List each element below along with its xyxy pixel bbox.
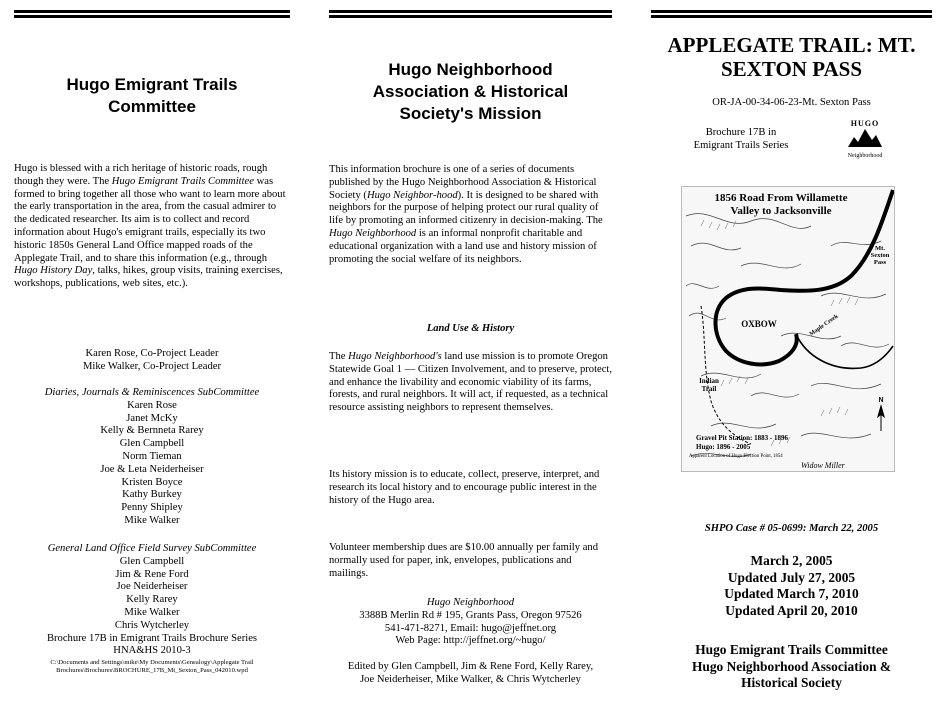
svg-text:N: N [878, 397, 884, 404]
map-title-line-1: 1856 Road From Willamette [714, 192, 848, 204]
mission-title: Hugo Neighborhood Association & Historical Society's Mission [372, 60, 569, 123]
logo-text-top: HUGO [850, 119, 880, 128]
subcommittee-title: General Land Office Field Survey SubCommittee [47, 543, 257, 554]
member: Glen Campbell [119, 438, 185, 450]
map-label-indian-trail: Indian Trail [699, 377, 719, 393]
column-mission [329, 0, 612, 720]
publisher-footer: Hugo Emigrant Trails Committee Hugo Neighborhood Association & Historical Society [691, 642, 892, 690]
edited-by: Edited by Glen Campbell, Jim & Rene Ford, Kelly Rarey, Joe Neiderheiser, Mike Walker, & Chris Wytcherley [347, 661, 594, 685]
member: Karen Rose [127, 399, 177, 411]
map-title-line-2: Valley to Jacksonville [730, 205, 832, 217]
member: Joe Neiderheiser [116, 581, 188, 593]
member: Janet McKy [126, 412, 178, 424]
committee-intro: Hugo is blessed with a rich heritage of historic roads, rough though they were. The Hugo Emigrant Trails Committee was formed to bring together all those who want to learn more about the early transportation in the area, from the casual admirer to the dedicated researcher. Its aim is to collect and record information about Hugo's emigrant trails, especially its two historic 1850s General Land Office mapped roads of the Applegate Trail, and to share this information (e.g., through Hugo History Day, talks, hikes, group visits, training exercises, workshops, publications, web sites, etc.). [14, 163, 286, 290]
shpo-case: SHPO Case # 05-0699: March 22, 2005 [704, 523, 879, 534]
land-office-subcommittee [14, 543, 290, 675]
project-leaders [14, 348, 290, 374]
contact-line: 3388B Merlin Rd # 195, Grants Pass, Oregon 97526 [359, 609, 582, 621]
cover-title: APPLEGATE TRAIL: MT. SEXTON PASS [667, 33, 916, 81]
top-rule [651, 15, 932, 18]
member: Kathy Burkey [122, 489, 182, 501]
date-line: March 2, 2005 [750, 553, 833, 568]
history-paragraph: Its history mission is to educate, collect, preserve, interpret, and research its local history and to encourage public interest in the history of the Hugo area. [329, 469, 600, 506]
map-label-creek: Maple Creek [808, 313, 840, 338]
subcommittee-title: Diaries, Journals & Reminiscences SubCommittee [44, 387, 260, 398]
date-line: Updated July 27, 2005 [727, 569, 856, 585]
date-line: Updated April 20, 2010 [725, 602, 858, 618]
member: Jim & Rene Ford [115, 568, 189, 580]
top-rule [14, 15, 290, 18]
committee-title: Hugo Emigrant Trails Committee [66, 75, 238, 116]
logo-mountains [848, 129, 882, 147]
logo-text-bottom: Neighborhood [847, 153, 883, 159]
map-label-widow-miller: Widow Miller [801, 461, 845, 470]
map-background [681, 186, 895, 472]
top-rule [14, 10, 290, 13]
map-label-oxbow: OXBOW [741, 319, 777, 329]
column-cover [651, 0, 932, 720]
member: Mike Walker [124, 514, 180, 526]
document-code: HNA&HS 2010-3 [113, 645, 191, 657]
land-use-heading: Land Use & History [426, 323, 515, 334]
contact-line[interactable]: 541-471-8271, Email: hugo@jeffnet.org [384, 622, 557, 634]
land-use-paragraph: The Hugo Neighborhood's land use mission is to promote Oregon Statewide Goal 1 — Citizen Involvement, and to preserve, protect, and enhance the livability and economic viability of its farms, forests, and rural neighbors. It will act, if requested, as a technical resource assisting neighbors to represent themselves. [329, 351, 613, 414]
member: Kelly & Bernneta Rarey [100, 425, 204, 437]
hugo-logo [842, 113, 888, 163]
contact-name: Hugo Neighborhood [426, 597, 515, 608]
leader: Karen Rose, Co-Project Leader [85, 348, 219, 359]
contact-line[interactable]: Web Page: http://jeffnet.org/~hugo/ [395, 635, 546, 647]
brochure-line: Brochure 17B in Emigrant Trails Brochure Series [46, 632, 258, 644]
membership-paragraph: Volunteer membership dues are $10.00 annually per family and normally used for paper, ink, envelopes, publications and mailings. [329, 542, 598, 579]
map-label-hugo: Hugo: 1896 - 2005 [696, 443, 751, 451]
historic-road-map [681, 186, 895, 472]
member: Penny Shipley [121, 502, 183, 514]
leader: Mike Walker, Co-Project Leader [83, 360, 221, 372]
date-line: Updated March 7, 2010 [724, 586, 859, 601]
top-rule [329, 15, 612, 18]
map-label-gravel-pit: Gravel Pit Station: 1883 - 1896 [696, 434, 788, 442]
map-label-mt-sexton: Mt. Sexton Pass [870, 245, 890, 266]
map-label-approx: Apparent Location of Hugo Election Point, 1854 [689, 454, 783, 459]
member: Chris Wytcherley [114, 619, 190, 631]
diaries-subcommittee [14, 387, 290, 528]
column-trails-committee [14, 0, 290, 720]
brochure-series: Brochure 17B in Emigrant Trails Series [693, 127, 789, 151]
mission-intro: This information brochure is one of a series of documents published by the Hugo Neighborhood Association & Historical Society (Hugo Neighbor-hood). It is designed to be shared with neighbors for the purpose of helping protect our rural quality of life by promoting an informed citizenry in decision-making. The Hugo Neighborhood is an informal nonprofit charitable and educational organization with a land use and history mission of promoting the social welfare of its neighbors. [329, 164, 603, 265]
member: Kelly Rarey [126, 594, 178, 606]
contact-block [329, 597, 612, 648]
top-rule [329, 10, 612, 13]
top-rule [651, 10, 932, 13]
site-code: OR-JA-00-34-06-23-Mt. Sexton Pass [712, 97, 871, 108]
member: Glen Campbell [119, 555, 185, 567]
member: Mike Walker [124, 606, 180, 618]
member: Kristen Boyce [121, 476, 183, 488]
file-path: C:\Documents and Settings\mike\My Documents\Genealogy\Applegate Trail Brochures\Brochures\BROCHURE_17B_Mt_Sexton_Pass_042010.wpd [50, 659, 254, 675]
member: Joe & Leta Neiderheiser [100, 463, 204, 475]
revision-dates [651, 553, 932, 619]
member: Norm Tieman [122, 450, 182, 462]
